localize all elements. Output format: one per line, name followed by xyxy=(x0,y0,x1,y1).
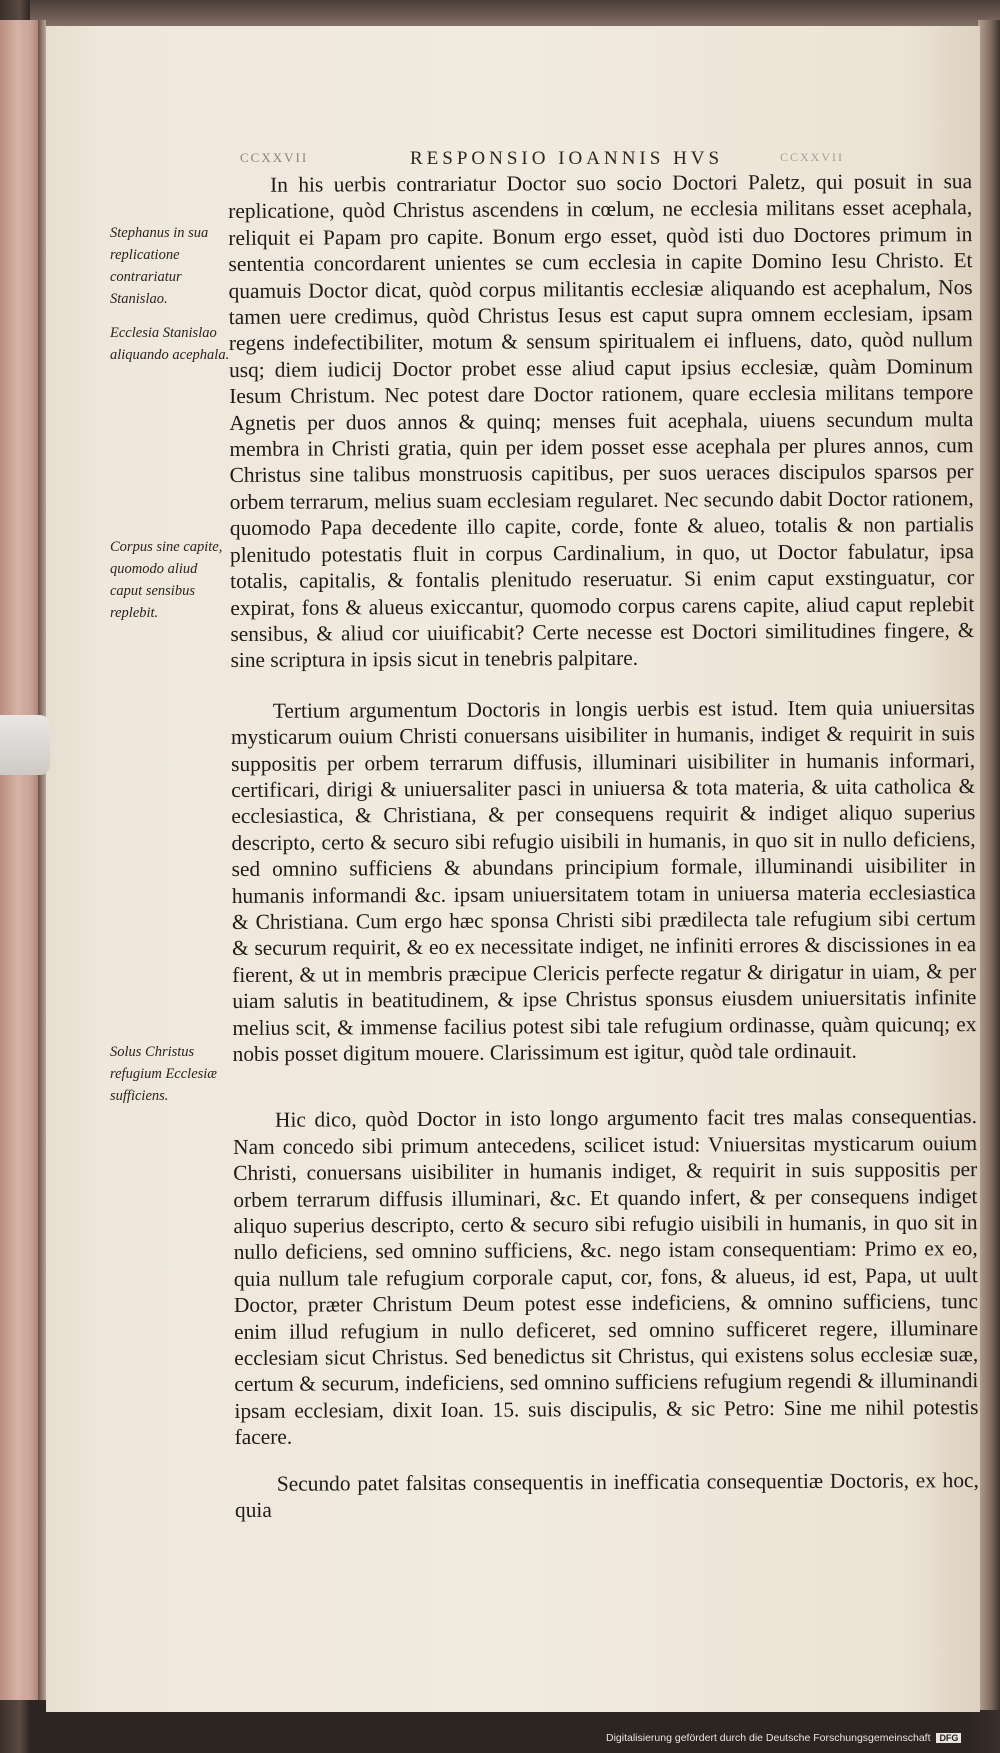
marginal-note: Corpus sine capite, quomodo aliud caput sensibus replebit. xyxy=(110,539,223,621)
book-top-edge xyxy=(30,0,1000,28)
paragraph: Tertium argumentum Doctoris in longis uerbis est istud. Item quia uniuersitas mysticarum ouium Christi conuersans uisibiliter in humanis, indiget & requirit in suis suppositis per orbem terrarum diffusis, illuminari uisibiliter in humanis informari, certificari, dirigi & uniuersaliter pasci in uniuersa & tota materia, & uita catholica & ecclesiastica, & Christiana, & per consequens requirit & indiget aliquo superius descripto, certo & securo sibi refugio uisibili in humanis, in quo sit in nullo deficiens, sed omnino sufficiens & abundans principium formale, illuminandi uisibiliter in humanis informandi &c. ipsam uniuersitatem totam in uniuersa materia ecclesiastica & Christiana. Cum ergo hæc sponsa Christi sibi prædilecta tale refugium sibi certum & securum requirit, & eo ex necessitate indiget, ne infiniti errores & discissiones in ea fierent, & ut in membris præcipue Clericis perfecte regatur & dirigatur in uiam, & per uiam salutis in beatitudinem, & ipse Christus sponsus eiusdem uniuersitatis infinite melius scit, & immense facilius potest sibi tale refugium ordinasse, quàm quicunq; ex nobis posset digitum mouere. Clarissimum est igitur, quòd tale ordinauit. xyxy=(230,694,977,1066)
paragraph: Secundo patet falsitas consequentis in inefficatia consequentiæ Doctoris, ex hoc, quia xyxy=(234,1467,979,1523)
marginal-note: Stephanus in sua replicatione contrariatur Stanislao. xyxy=(110,225,209,307)
bleed-through-folio: CCXXVII xyxy=(780,150,844,164)
paragraph: In his uerbis contrariatur Doctor suo socio Doctori Paletz, qui posuit in sua replicatione, quòd Christus ascendens in cœlum, ne ecclesia militans esset acephala, reliquit ei Papam pro capite. Bonum ergo esset, quòd isti duo Doctores primum in sententia concordarent unientes se cum ecclesia in capite Domino Iesu Christo. Et quamuis Doctor dicat, quòd corpus militantis ecclesiæ aliquando est acephalum, Nos tamen uere credimus, quòd Christus Iesus est caput supra omnem ecclesiam, ipsam regens indefectibiliter, motum & sensum spiritualem ei influens, dato, quòd nullum usq; diem iudicij Doctor probet esse aliud caput ipsius ecclesiæ, quàm Dominum Iesum Christum. Nec potest dare Doctor rationem, quare ecclesia militans tempore Agnetis per duos annos & quinq; menses fuit acephala, uiuens secundum multa membra in Christi gratia, quin per idem posset esse acephala per plures annos, cum Christus sine talibus monstruosis capitibus, per suos ueraces discipulos sparsos per orbem terrarum, melius suam ecclesiam regularet. Nec secundo dabit Doctor rationem, quomodo Papa decedente illo capite, corde, fonte & alueo, totalis & non partialis plenitudo potestatis fluit in corpus Cardinalium, in quo, ut Doctor fabulatur, ipsa totalis, capitalis, & fontalis plenitudo reseruatur. Si enim caput exstinguatur, cor expirat, fons & alueus exiccantur, quomodo corpus carens capite, aliud caput replebit sensibus, & aliud cor uiuificabit? Certe necesse est Doctori similitudines fingere, & sine scriptura in ipsis sicut in tenebris palpitare. xyxy=(228,169,975,673)
book-right-edge xyxy=(978,20,1000,1710)
paragraph: Hic dico, quòd Doctor in isto longo argumento facit tres malas consequentias. Nam concedo sibi primum antecedens, scilicet istud: Vniuersitas mysticarum ouium Christi, conuersans uisibiliter in humanis indiget, & requirit in suis suppositis per orbem terrarum diffusis illuminari, &c. Et quando infert, & per consequens indiget aliquo superius descripto, certo & securo sibi refugio uisibili in humanis, in quo sit in nullo deficiens, sed omnino sufficiens, &c. nego istam consequentiam: Primo ex eo, quia nullum tale refugium corporale caput, cor, fons, & alueus, id est, Papa, ut uult Doctor, præter Christum Deum potest esse indeficiens, & omnino sufficiens, tunc enim illud refugium in nullo deficeret, sed omnino sufficeret regere, illuminare ecclesiam sicut Christus. Sed benedictus sit Christus, qui existens solus ecclesiæ suæ, certum & securum, indeficiens, sed omnino sufficiens refugium regendi & illuminandi ipsam ecclesiam, dixit Ioan. 15. suis discipulis, & sic Petro: Sine me nihil potestis facere. xyxy=(233,1104,979,1450)
marginal-note: Solus Christus refugium Ecclesiæ sufficiens. xyxy=(110,1044,217,1104)
digitization-credit xyxy=(606,1732,994,1744)
bookmark-strip xyxy=(0,715,50,775)
marginal-note: Ecclesia Stanislao aliquando acephala. xyxy=(110,325,230,363)
book-gutter xyxy=(38,20,46,1700)
credit-text: Digitalisierung gefördert durch die Deutsche Forschungsgemeinschaft xyxy=(606,1732,931,1744)
main-text xyxy=(228,168,979,1523)
folio-number: CCXXVII xyxy=(240,150,309,165)
dfg-logo: DFG xyxy=(936,1733,961,1743)
running-head: RESPONSIO IOANNIS HVS xyxy=(410,148,724,169)
